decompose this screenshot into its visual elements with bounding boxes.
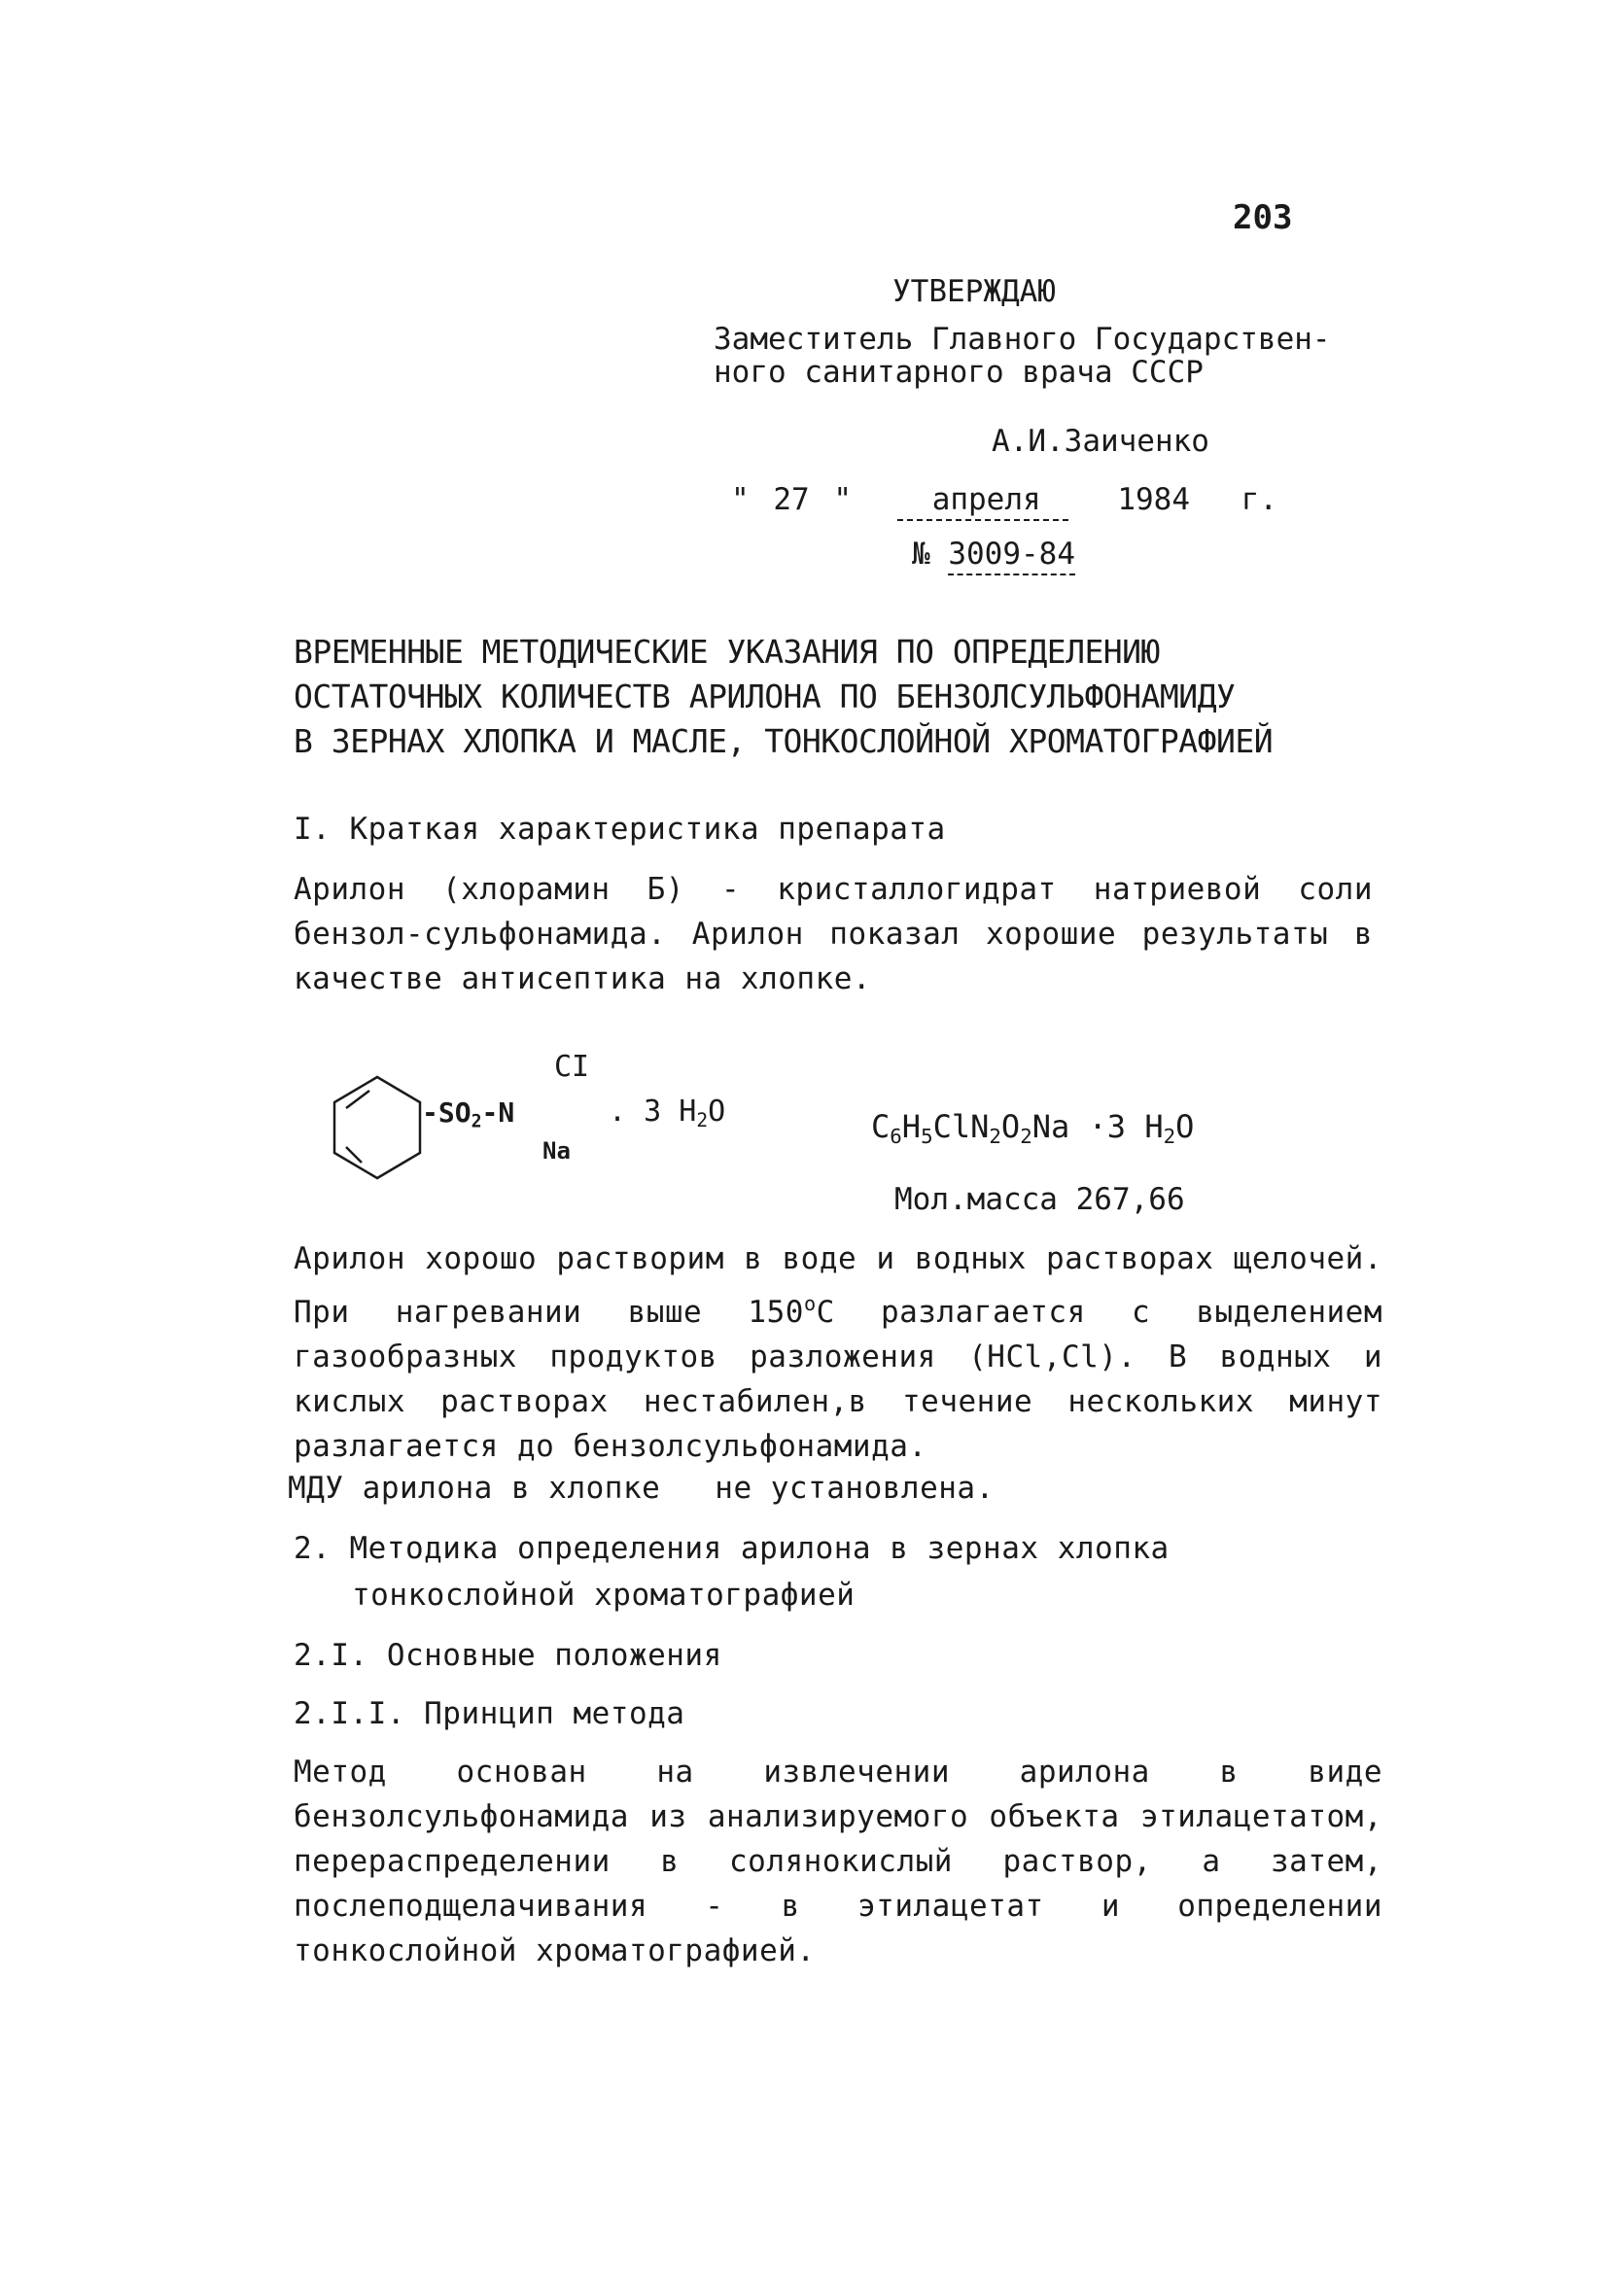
number-prefix: № (912, 537, 930, 572)
date-month: апреля (897, 482, 1068, 521)
section-1-heading: I. Краткая характеристика препарата (294, 812, 946, 847)
subsection-2-1-heading: 2.I. Основные положения (294, 1638, 722, 1673)
molecular-formula: $C_6H_5ClN_2O_2Na \cdot 3$ $H_2O$ (871, 1108, 1195, 1149)
title-line-3: В ЗЕРНАХ ХЛОПКА И МАСЛЕ, ТОНКОСЛОЙНОЙ ХРОМАТОГРАФИЕЙ (294, 722, 1274, 760)
date-day: 27 (773, 482, 810, 517)
approval-role (714, 323, 1331, 389)
date-quote-open: " (731, 482, 750, 517)
approval-role-line-1: Заместитель Главного Государствен- (714, 322, 1331, 357)
mdu-line (288, 1466, 995, 1511)
document-title (294, 630, 1273, 764)
section-2-heading-cont: тонкослойной хроматографией (352, 1578, 856, 1613)
approval-number (912, 537, 1075, 572)
approval-date (731, 482, 1277, 521)
number-value: 3009-84 (948, 537, 1075, 575)
mdu-value: не установлена. (715, 1471, 995, 1506)
structural-formula (292, 1030, 797, 1225)
date-quote-close: " (833, 482, 853, 517)
page-number: 203 (1233, 198, 1293, 237)
section-1-paragraph-2: Арилон хорошо растворим в воде и водных растворах щелочей. При нагревании выше $150^оС$ разлагается с выделением газообразных продуктов разложения (HCl,Cl). В водных и кислых растворах нестабилен,в течение нескольких минут разлагается до бензолсульфонамида. (294, 1241, 1382, 1465)
title-line-1: ВРЕМЕННЫЕ МЕТОДИЧЕСКИЕ УКАЗАНИЯ ПО ОПРЕДЕЛЕНИЮ (294, 633, 1160, 671)
date-year: 1984 (1117, 482, 1190, 517)
section-1-paragraph-1: Арилон (хлорамин Б) - кристаллогидрат натриевой соли бензол-сульфонамида. Арилон показал хорошие результаты в качестве антисептика на хлопке. (294, 872, 1373, 996)
structure-hydrate: . 3 $H_2O$ (609, 1095, 726, 1131)
date-suffix: г. (1241, 482, 1277, 517)
mdu-label: МДУ арилона в хлопке (288, 1471, 661, 1506)
section-2-paragraph: Метод основан на извлечении арилона в виде бензолсульфонамида из анализируемого объекта этилацетатом, перераспределении в солянокислый раствор, а затем, послеподщелачивания - в этилацетат и определении тонкослойной хроматографией. (294, 1755, 1382, 1968)
approval-stamp-word: УТВЕРЖДАЮ (892, 274, 1056, 309)
structure-na-label: Na (542, 1137, 571, 1165)
structure-cl-label: CI (554, 1050, 590, 1084)
section-2-heading: 2. Методика определения арилона в зернах хлопка (294, 1531, 1170, 1566)
subsection-2-1-1-heading: 2.I.I. Принцип метода (294, 1696, 685, 1731)
approval-role-line-2: ного санитарного врача СССР (714, 355, 1204, 390)
structure-group-label: $-SO_2-N$ (422, 1096, 515, 1132)
title-line-2: ОСТАТОЧНЫХ КОЛИЧЕСТВ АРИЛОНА ПО БЕНЗОЛСУЛЬФОНАМИДУ (294, 678, 1236, 715)
approver-name: А.И.Заиченко (992, 424, 1209, 459)
molecular-mass: Мол.масса 267,66 (894, 1182, 1185, 1217)
